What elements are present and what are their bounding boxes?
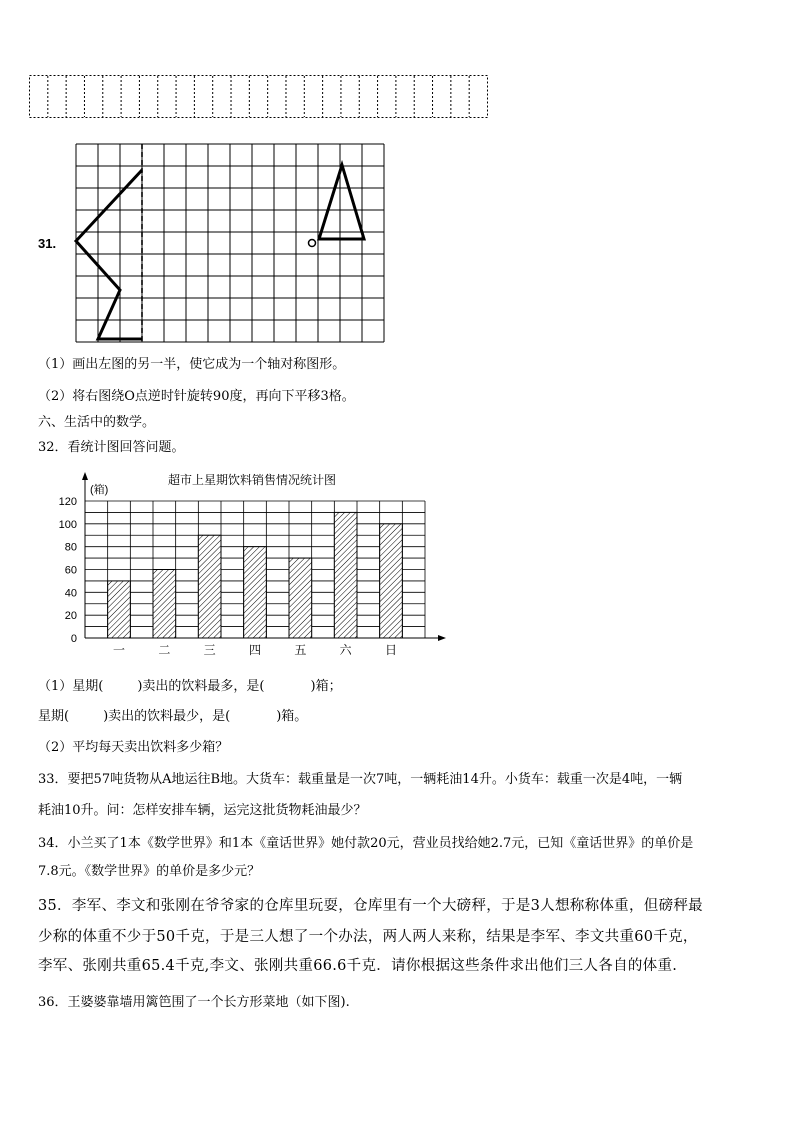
q32-sub1-c: )箱； (310, 679, 342, 694)
q34-line2: 7.8元。《数学世界》的单价是多少元？ (38, 864, 261, 879)
q34-line1: 34．小兰买了1本《数学世界》和1本《童话世界》她付款20元，营业员找给她2.7元，已知《童话世界》的单价是 (38, 836, 694, 851)
q31-sub2: （2）将右图绕O点逆时针旋转90度，再向下平移3格。 (38, 389, 355, 404)
right-triangle (319, 165, 364, 239)
chart-y-unit: (箱) (90, 484, 109, 496)
y-tick-label: 120 (58, 496, 77, 508)
chart-title: 超市上星期饮料销售情况统计图 (167, 473, 337, 487)
q33-line2: 耗油10升。问：怎样安排车辆，运完这批货物耗油最少？ (38, 803, 367, 818)
q32-sub1-b: )卖出的饮料最多，是( (137, 679, 265, 694)
y-tick-label: 20 (64, 610, 77, 623)
bar-3 (198, 535, 221, 638)
q33-line1: 33．要把57吨货物从A地运往B地。大货车：载重量是一次7吨，一辆耗油14升。小货车：载重一次是4吨，一辆 (38, 772, 683, 787)
bar-6 (334, 512, 357, 638)
q32-sub1-d: 星期( (38, 709, 70, 724)
bar-4 (244, 547, 267, 638)
y-tick-label: 0 (70, 633, 77, 645)
q31-sub1: （1）画出左图的另一半，使它成为一个轴对称图形。 (38, 357, 346, 372)
y-tick-label: 60 (64, 564, 77, 577)
y-tick-label: 80 (64, 541, 77, 554)
question-32-prompt: 32．看统计图回答问题。 (38, 440, 185, 455)
q32-sub1-e: )卖出的饮料最少，是( (103, 709, 231, 724)
x-tick-label: 四 (248, 643, 262, 657)
x-axis-arrow (438, 635, 446, 641)
y-tick-label: 40 (64, 587, 77, 600)
x-tick-label: 日 (384, 643, 398, 657)
bar-5 (289, 558, 312, 638)
point-o (309, 240, 316, 247)
x-tick-label: 六 (339, 643, 352, 657)
bar-7 (380, 524, 403, 638)
q35-line3: 李军、张刚共重65.4千克,李文、张刚共重66.6千克．请你根据这些条件求出他们三人各自的体重. (38, 958, 678, 974)
y-axis-arrow (82, 472, 88, 480)
bar-1 (108, 581, 131, 638)
q35-line1: 35．李军、李文和张刚在爷爷家的仓库里玩耍，仓库里有一个大磅秤，于是3人想称称体重，但磅秤最 (38, 898, 703, 914)
q32-sub2: （2）平均每天卖出饮料多少箱？ (38, 740, 229, 755)
y-tick-label: 100 (58, 518, 77, 531)
x-tick-label: 一 (112, 643, 126, 657)
answer-box-strip (29, 75, 489, 119)
x-tick-label: 三 (203, 643, 216, 657)
q35-line2: 少称的体重不少于50千克，于是三人想了一个办法，两人两人来称，结果是李军、李文共重60千克， (38, 929, 698, 945)
q32-sub1-a: （1）星期( (38, 679, 104, 694)
q36-line1: 36．王婆婆靠墙用篱笆围了一个长方形菜地（如下图). (38, 995, 350, 1010)
q32-sub1-line2 (38, 709, 307, 725)
section-6-title: 六、生活中的数学。 (38, 415, 156, 430)
q32-bar-chart (40, 466, 460, 666)
x-tick-label: 二 (158, 643, 171, 657)
q31-grid-figure (70, 140, 392, 346)
q32-sub1-f: )箱。 (276, 709, 308, 724)
q32-sub1-line (38, 679, 342, 695)
x-tick-label: 五 (294, 643, 307, 657)
bar-2 (153, 570, 176, 639)
question-31-number: 31. (38, 236, 57, 251)
